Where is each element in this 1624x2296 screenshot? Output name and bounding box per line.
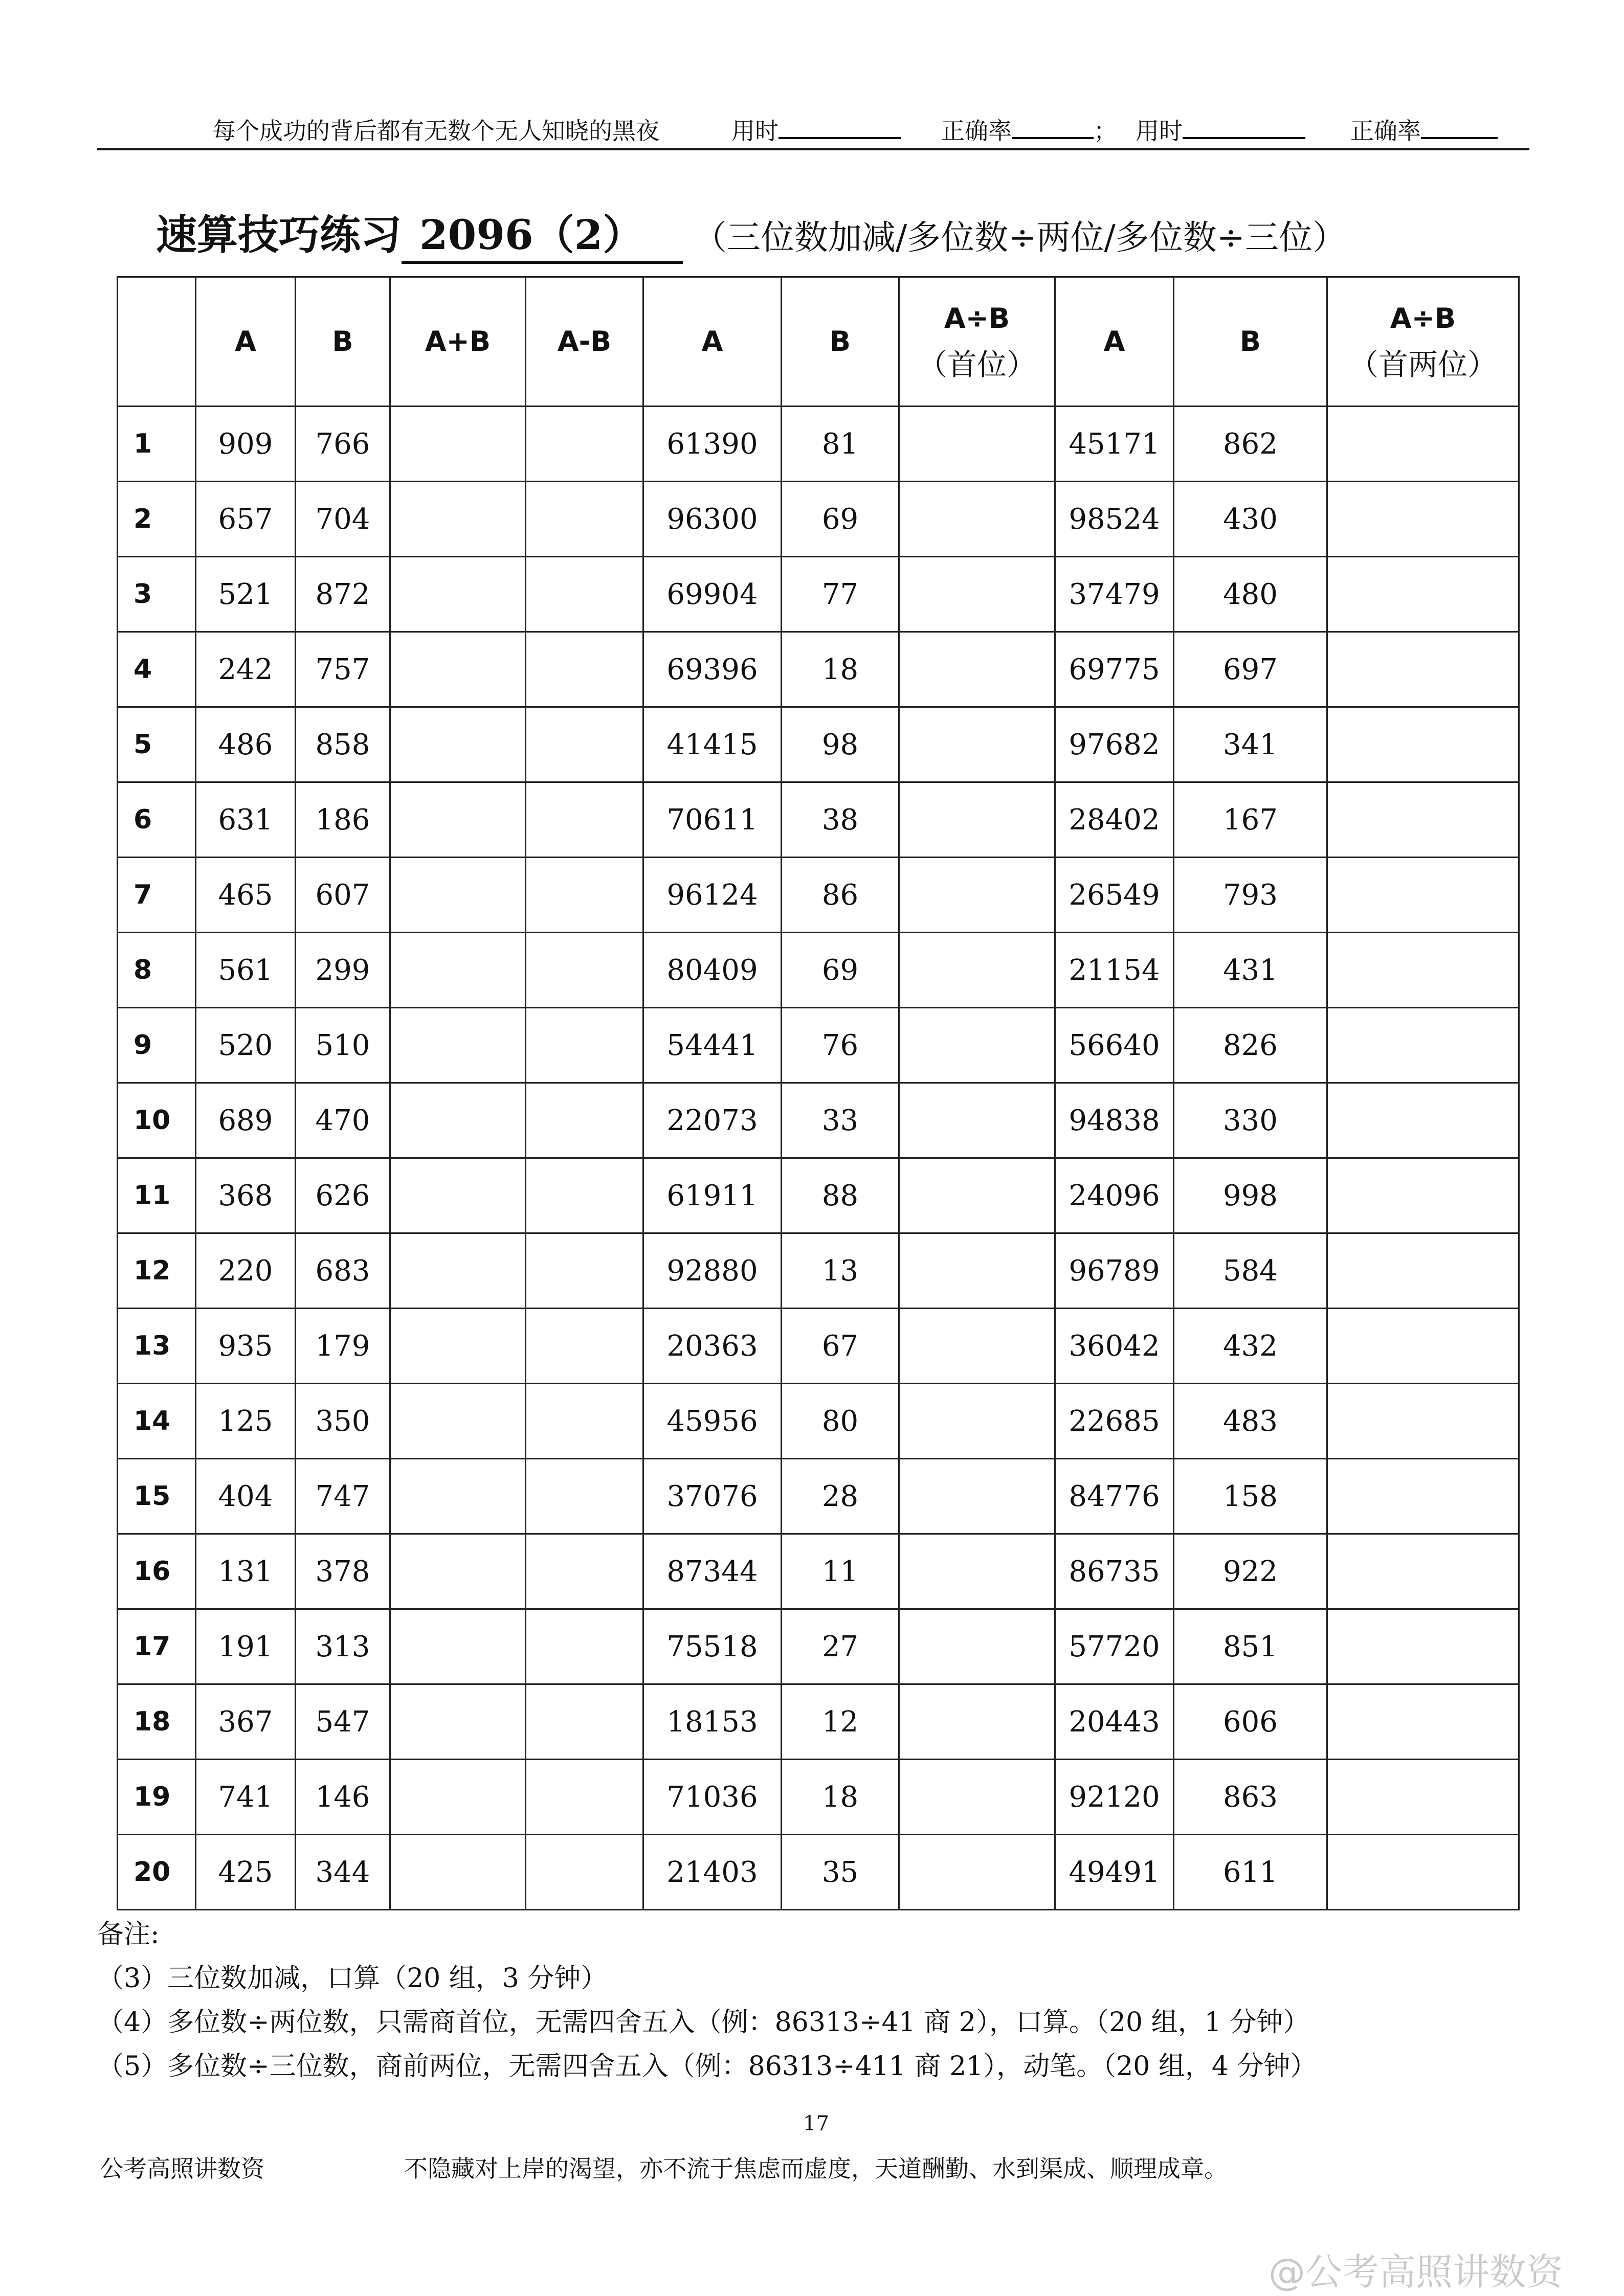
cell-b-1: 547 [296,1684,390,1760]
cell-b-3: 606 [1174,1684,1327,1760]
cell-a-3: 97682 [1055,707,1174,782]
cell-b-1: 299 [296,933,390,1008]
time-field-1[interactable] [731,112,901,146]
note-5: （5）多位数÷三位数，商前两位，无需四舍五入（例：86313÷411 商 21），动笔。（20 组，4 分钟） [97,2051,1317,2082]
row-index: 5 [118,707,196,782]
cell-b-3: 431 [1174,933,1327,1008]
title-main: 速算技巧练习 [156,211,402,259]
accuracy-field-1[interactable] [941,112,1117,146]
cell-b-1: 146 [296,1760,390,1835]
cell-b-1: 510 [296,1008,390,1083]
time-field-2[interactable] [1136,112,1305,146]
note-4: （4）多位数÷两位数，只需商首位，无需四舍五入（例：86313÷41 商 2），口算。（20 组，1 分钟） [97,2007,1310,2038]
header-b-3: B [1174,277,1327,407]
cell-b-2: 12 [782,1684,899,1760]
table-row [118,632,1519,707]
title-number: 2096（2） [402,202,683,264]
row-index: 18 [118,1684,196,1760]
answer-diff[interactable] [526,1384,643,1459]
cell-b-1: 683 [296,1233,390,1309]
answer-diff[interactable] [526,1459,643,1534]
cell-a-2: 87344 [643,1534,782,1609]
answer-sum[interactable] [390,1684,526,1760]
answer-sum[interactable] [390,1008,526,1083]
cell-a-2: 22073 [643,1083,782,1158]
time-blank-1[interactable] [778,119,901,139]
answer-sum[interactable] [390,1760,526,1835]
cell-a-1: 220 [196,1233,296,1309]
answer-div-first[interactable] [899,482,1055,557]
cell-a-3: 37479 [1055,557,1174,632]
header-motto: 每个成功的背后都有无数个无人知晓的黑夜 [212,117,659,145]
answer-diff[interactable] [526,1760,643,1835]
answer-div-two[interactable] [1327,1309,1519,1384]
cell-a-2: 92880 [643,1233,782,1309]
table-row [118,1384,1519,1459]
row-index: 13 [118,1309,196,1384]
accuracy-blank-1[interactable] [1012,119,1094,139]
row-index: 19 [118,1760,196,1835]
answer-div-first[interactable] [899,858,1055,933]
note-3: （3）三位数加减，口算（20 组，3 分钟） [97,1963,608,1994]
cell-b-2: 67 [782,1309,899,1384]
cell-a-1: 520 [196,1008,296,1083]
cell-b-1: 186 [296,782,390,858]
title-subtitle: （三位数加减/多位数÷两位/多位数÷三位） [693,218,1347,257]
answer-div-first[interactable] [899,1609,1055,1684]
header-a-3: A [1055,277,1174,407]
cell-b-3: 480 [1174,557,1327,632]
answer-sum[interactable] [390,1083,526,1158]
table-row [118,1609,1519,1684]
answer-div-two[interactable] [1327,1233,1519,1309]
cell-a-3: 84776 [1055,1459,1174,1534]
cell-b-1: 344 [296,1835,390,1910]
header-div-first-label: A÷B [944,302,1010,334]
answer-sum[interactable] [390,1459,526,1534]
weibo-watermark: @公考高照讲数资 [1269,2250,1564,2293]
cell-b-2: 69 [782,482,899,557]
row-index: 10 [118,1083,196,1158]
header-separator: ； [1094,117,1117,145]
cell-a-1: 425 [196,1835,296,1910]
header-div-first [899,277,1055,407]
cell-b-3: 430 [1174,482,1327,557]
answer-sum[interactable] [390,1309,526,1384]
cell-a-1: 689 [196,1083,296,1158]
cell-b-2: 86 [782,858,899,933]
row-index: 11 [118,1158,196,1233]
cell-a-2: 37076 [643,1459,782,1534]
cell-b-3: 863 [1174,1760,1327,1835]
accuracy-label-1: 正确率 [941,117,1012,145]
cell-b-2: 76 [782,1008,899,1083]
cell-a-2: 96124 [643,858,782,933]
time-label-1: 用时 [731,117,778,145]
header-div-two-note: （首两位） [1348,347,1497,382]
answer-div-first[interactable] [899,1835,1055,1910]
table-row [118,1534,1519,1609]
cell-b-3: 483 [1174,1384,1327,1459]
header-div-two-label: A÷B [1390,302,1456,334]
answer-div-two[interactable] [1327,1534,1519,1609]
answer-sum[interactable] [390,1835,526,1910]
cell-a-1: 191 [196,1609,296,1684]
cell-a-2: 80409 [643,933,782,1008]
table-header-row [118,277,1519,407]
cell-b-3: 584 [1174,1233,1327,1309]
cell-b-2: 88 [782,1158,899,1233]
answer-div-first[interactable] [899,1233,1055,1309]
answer-div-two[interactable] [1327,1384,1519,1459]
header-sum: A+B [390,277,526,407]
cell-a-2: 61390 [643,407,782,482]
cell-b-2: 81 [782,407,899,482]
cell-b-2: 11 [782,1534,899,1609]
cell-a-3: 98524 [1055,482,1174,557]
row-index: 15 [118,1459,196,1534]
cell-b-3: 158 [1174,1459,1327,1534]
answer-div-first[interactable] [899,407,1055,482]
cell-a-2: 71036 [643,1760,782,1835]
answer-diff[interactable] [526,782,643,858]
cell-a-1: 909 [196,407,296,482]
header-b-2: B [782,277,899,407]
accuracy-field-2[interactable] [1350,112,1498,146]
cell-b-2: 69 [782,933,899,1008]
answer-div-first[interactable] [899,782,1055,858]
answer-diff[interactable] [526,632,643,707]
cell-a-1: 741 [196,1760,296,1835]
cell-a-2: 70611 [643,782,782,858]
cell-a-2: 69904 [643,557,782,632]
cell-a-3: 92120 [1055,1760,1174,1835]
answer-div-two[interactable] [1327,1158,1519,1233]
row-index: 3 [118,557,196,632]
cell-a-3: 57720 [1055,1609,1174,1684]
answer-sum[interactable] [390,407,526,482]
cell-b-3: 862 [1174,407,1327,482]
header-b-1: B [296,277,390,407]
answer-div-two[interactable] [1327,1835,1519,1910]
cell-b-1: 757 [296,632,390,707]
table-row [118,858,1519,933]
cell-a-1: 125 [196,1384,296,1459]
header-a-2: A [643,277,782,407]
cell-a-2: 41415 [643,707,782,782]
cell-a-1: 935 [196,1309,296,1384]
header-div-first-note: （首位） [917,347,1036,382]
answer-diff[interactable] [526,1309,643,1384]
table-row [118,1233,1519,1309]
cell-a-3: 45171 [1055,407,1174,482]
answer-sum[interactable] [390,933,526,1008]
answer-sum[interactable] [390,1384,526,1459]
answer-div-two[interactable] [1327,407,1519,482]
answer-div-first[interactable] [899,1760,1055,1835]
cell-a-1: 242 [196,632,296,707]
table-row [118,1158,1519,1233]
answer-div-two[interactable] [1327,1609,1519,1684]
answer-diff[interactable] [526,482,643,557]
cell-b-1: 858 [296,707,390,782]
table-row [118,1083,1519,1158]
answer-div-first[interactable] [899,1083,1055,1158]
cell-b-3: 826 [1174,1008,1327,1083]
cell-b-3: 793 [1174,858,1327,933]
cell-b-3: 697 [1174,632,1327,707]
table-row [118,1835,1519,1910]
answer-div-first[interactable] [899,1158,1055,1233]
cell-a-3: 49491 [1055,1835,1174,1910]
answer-diff[interactable] [526,1008,643,1083]
page-title [156,202,1346,264]
cell-b-1: 378 [296,1534,390,1609]
time-blank-2[interactable] [1183,119,1305,139]
cell-a-1: 131 [196,1534,296,1609]
cell-b-2: 13 [782,1233,899,1309]
answer-diff[interactable] [526,707,643,782]
answer-div-two[interactable] [1327,1760,1519,1835]
table-row [118,1760,1519,1835]
answer-div-two[interactable] [1327,1008,1519,1083]
answer-diff[interactable] [526,1609,643,1684]
cell-a-2: 54441 [643,1008,782,1083]
answer-diff[interactable] [526,1158,643,1233]
cell-a-1: 367 [196,1684,296,1760]
cell-a-3: 26549 [1055,858,1174,933]
answer-div-first[interactable] [899,557,1055,632]
row-index: 2 [118,482,196,557]
answer-div-two[interactable] [1327,557,1519,632]
answer-sum[interactable] [390,858,526,933]
cell-b-3: 341 [1174,707,1327,782]
cell-b-3: 611 [1174,1835,1327,1910]
cell-a-3: 94838 [1055,1083,1174,1158]
table-row [118,782,1519,858]
cell-b-1: 350 [296,1384,390,1459]
cell-b-2: 98 [782,707,899,782]
cell-a-1: 561 [196,933,296,1008]
page-header [97,87,1529,150]
cell-b-2: 28 [782,1459,899,1534]
answer-diff[interactable] [526,407,643,482]
cell-a-2: 18153 [643,1684,782,1760]
time-label-2: 用时 [1136,117,1183,145]
cell-b-1: 747 [296,1459,390,1534]
answer-sum[interactable] [390,782,526,858]
answer-diff[interactable] [526,1835,643,1910]
cell-b-2: 35 [782,1835,899,1910]
answer-diff[interactable] [526,557,643,632]
answer-div-first[interactable] [899,707,1055,782]
cell-a-2: 75518 [643,1609,782,1684]
answer-sum[interactable] [390,482,526,557]
header-div-two [1327,277,1519,407]
answer-div-two[interactable] [1327,933,1519,1008]
answer-sum[interactable] [390,1534,526,1609]
row-index: 1 [118,407,196,482]
header-a-1: A [196,277,296,407]
cell-b-2: 18 [782,632,899,707]
row-index: 8 [118,933,196,1008]
cell-b-1: 313 [296,1609,390,1684]
cell-b-1: 470 [296,1083,390,1158]
cell-a-3: 28402 [1055,782,1174,858]
cell-b-2: 18 [782,1760,899,1835]
cell-a-3: 36042 [1055,1309,1174,1384]
cell-b-3: 851 [1174,1609,1327,1684]
cell-a-3: 21154 [1055,933,1174,1008]
accuracy-blank-2[interactable] [1421,119,1498,139]
cell-b-3: 998 [1174,1158,1327,1233]
accuracy-label-2: 正确率 [1350,117,1421,145]
cell-a-3: 24096 [1055,1158,1174,1233]
cell-a-1: 631 [196,782,296,858]
answer-sum[interactable] [390,707,526,782]
answer-div-two[interactable] [1327,707,1519,782]
header-index [118,277,196,407]
row-index: 9 [118,1008,196,1083]
cell-a-1: 465 [196,858,296,933]
cell-b-3: 167 [1174,782,1327,858]
cell-a-3: 56640 [1055,1008,1174,1083]
answer-div-first[interactable] [899,933,1055,1008]
cell-b-1: 626 [296,1158,390,1233]
answer-diff[interactable] [526,1233,643,1309]
answer-diff[interactable] [526,933,643,1008]
cell-a-1: 486 [196,707,296,782]
answer-diff[interactable] [526,1684,643,1760]
answer-sum[interactable] [390,632,526,707]
cell-b-2: 27 [782,1609,899,1684]
cell-a-2: 20363 [643,1309,782,1384]
cell-a-3: 22685 [1055,1384,1174,1459]
answer-sum[interactable] [390,557,526,632]
row-index: 4 [118,632,196,707]
table-row [118,557,1519,632]
cell-b-1: 766 [296,407,390,482]
answer-div-first[interactable] [899,1008,1055,1083]
answer-diff[interactable] [526,858,643,933]
answer-div-two[interactable] [1327,782,1519,858]
answer-div-two[interactable] [1327,1459,1519,1534]
row-index: 14 [118,1384,196,1459]
cell-a-2: 69396 [643,632,782,707]
table-row [118,407,1519,482]
page-number: 17 [803,2112,829,2135]
answer-div-two[interactable] [1327,482,1519,557]
answer-sum[interactable] [390,1158,526,1233]
cell-b-3: 330 [1174,1083,1327,1158]
row-index: 20 [118,1835,196,1910]
row-index: 6 [118,782,196,858]
table-row [118,482,1519,557]
notes-section [97,1912,1317,2088]
answer-sum[interactable] [390,1233,526,1309]
cell-b-2: 77 [782,557,899,632]
notes-heading: 备注: [97,1919,160,1950]
practice-table [117,276,1520,1910]
cell-a-1: 404 [196,1459,296,1534]
row-index: 7 [118,858,196,933]
answer-div-two[interactable] [1327,632,1519,707]
answer-div-first[interactable] [899,632,1055,707]
cell-b-1: 607 [296,858,390,933]
answer-div-first[interactable] [899,1384,1055,1459]
cell-b-1: 872 [296,557,390,632]
cell-a-3: 86735 [1055,1534,1174,1609]
cell-b-1: 704 [296,482,390,557]
cell-b-3: 432 [1174,1309,1327,1384]
table-row [118,707,1519,782]
cell-a-2: 61911 [643,1158,782,1233]
cell-a-3: 69775 [1055,632,1174,707]
row-index: 12 [118,1233,196,1309]
cell-b-2: 38 [782,782,899,858]
answer-div-first[interactable] [899,1534,1055,1609]
cell-b-3: 922 [1174,1534,1327,1609]
cell-a-3: 20443 [1055,1684,1174,1760]
row-index: 17 [118,1609,196,1684]
cell-b-2: 80 [782,1384,899,1459]
header-diff: A-B [526,277,643,407]
table-row [118,933,1519,1008]
cell-a-2: 45956 [643,1384,782,1459]
answer-div-two[interactable] [1327,1684,1519,1760]
answer-div-first[interactable] [899,1459,1055,1534]
row-index: 16 [118,1534,196,1609]
table-row [118,1309,1519,1384]
cell-a-1: 521 [196,557,296,632]
answer-diff[interactable] [526,1534,643,1609]
cell-a-1: 657 [196,482,296,557]
cell-a-2: 96300 [643,482,782,557]
answer-div-two[interactable] [1327,858,1519,933]
table-row [118,1008,1519,1083]
cell-a-3: 96789 [1055,1233,1174,1309]
cell-b-1: 179 [296,1309,390,1384]
answer-sum[interactable] [390,1609,526,1684]
cell-a-1: 368 [196,1158,296,1233]
table-row [118,1684,1519,1760]
answer-div-first[interactable] [899,1684,1055,1760]
answer-div-first[interactable] [899,1309,1055,1384]
answer-diff[interactable] [526,1083,643,1158]
cell-a-2: 21403 [643,1835,782,1910]
cell-b-2: 33 [782,1083,899,1158]
table-row [118,1459,1519,1534]
footer-slogan: 不隐藏对上岸的渴望，亦不流于焦虑而虚度，天道酬勤、水到渠成、顺理成章。 [404,2155,1228,2182]
answer-div-two[interactable] [1327,1083,1519,1158]
footer-author: 公考高照讲数资 [100,2155,264,2182]
